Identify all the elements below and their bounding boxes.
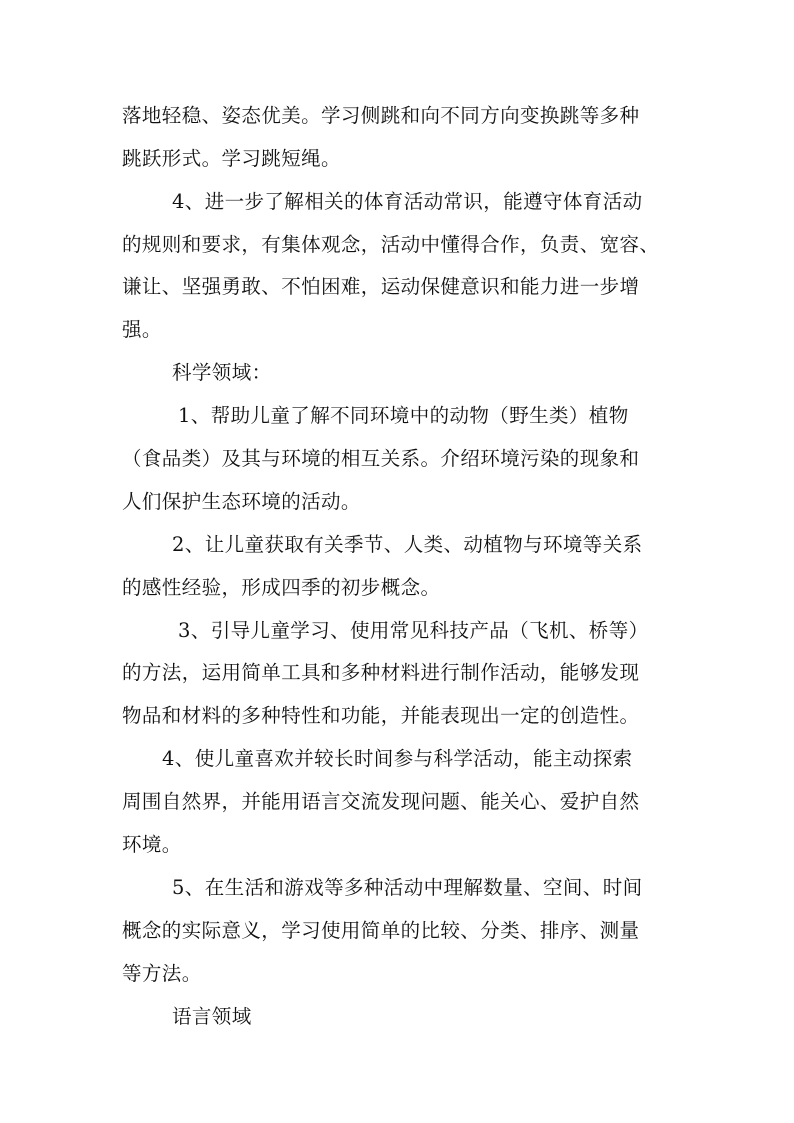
text-line: 人们保护生态环境的活动。 <box>122 490 361 513</box>
text-line: 落地轻稳、姿态优美。学习侧跳和向不同方向变换跳等多种 <box>122 104 640 127</box>
text-line: 4、使儿童喜欢并较长时间参与科学活动，能主动探索 <box>162 747 633 770</box>
text-line: 1、帮助儿童了解不同环境中的动物（野生类）植物 <box>178 404 629 427</box>
text-line: 4、进一步了解相关的体育活动常识，能遵守体育活动 <box>172 190 643 213</box>
text-line: 谦让、坚强勇敢、不怕困难，运动保健意识和能力进一步增 <box>122 275 640 298</box>
text-line: （食品类）及其与环境的相互关系。介绍环境污染的现象和 <box>122 447 640 470</box>
text-line: 概念的实际意义，学习使用简单的比较、分类、排序、测量 <box>122 919 640 942</box>
text-line: 的规则和要求，有集体观念，活动中懂得合作，负责、宽容、 <box>122 233 660 256</box>
text-line: 3、引导儿童学习、使用常见科技产品（飞机、桥等） <box>178 619 649 642</box>
text-line: 2、让儿童获取有关季节、人类、动植物与环境等关系 <box>172 533 643 556</box>
text-line: 强。 <box>122 318 162 341</box>
section-heading: 科学领域： <box>172 361 272 384</box>
text-line: 的方法，运用简单工具和多种材料进行制作活动，能够发现 <box>122 661 640 684</box>
text-line: 的感性经验，形成四季的初步概念。 <box>122 576 441 599</box>
text-line: 等方法。 <box>122 962 202 985</box>
text-line: 周围自然界，并能用语言交流发现问题、能关心、爱护自然 <box>122 790 640 813</box>
text-line: 跳跃形式。学习跳短绳。 <box>122 147 341 170</box>
text-line: 环境。 <box>122 833 182 856</box>
section-heading: 语言领域 <box>172 1005 252 1028</box>
text-line: 5、在生活和游戏等多种活动中理解数量、空间、时间 <box>172 876 643 899</box>
text-line: 物品和材料的多种特性和功能，并能表现出一定的创造性。 <box>122 704 640 727</box>
